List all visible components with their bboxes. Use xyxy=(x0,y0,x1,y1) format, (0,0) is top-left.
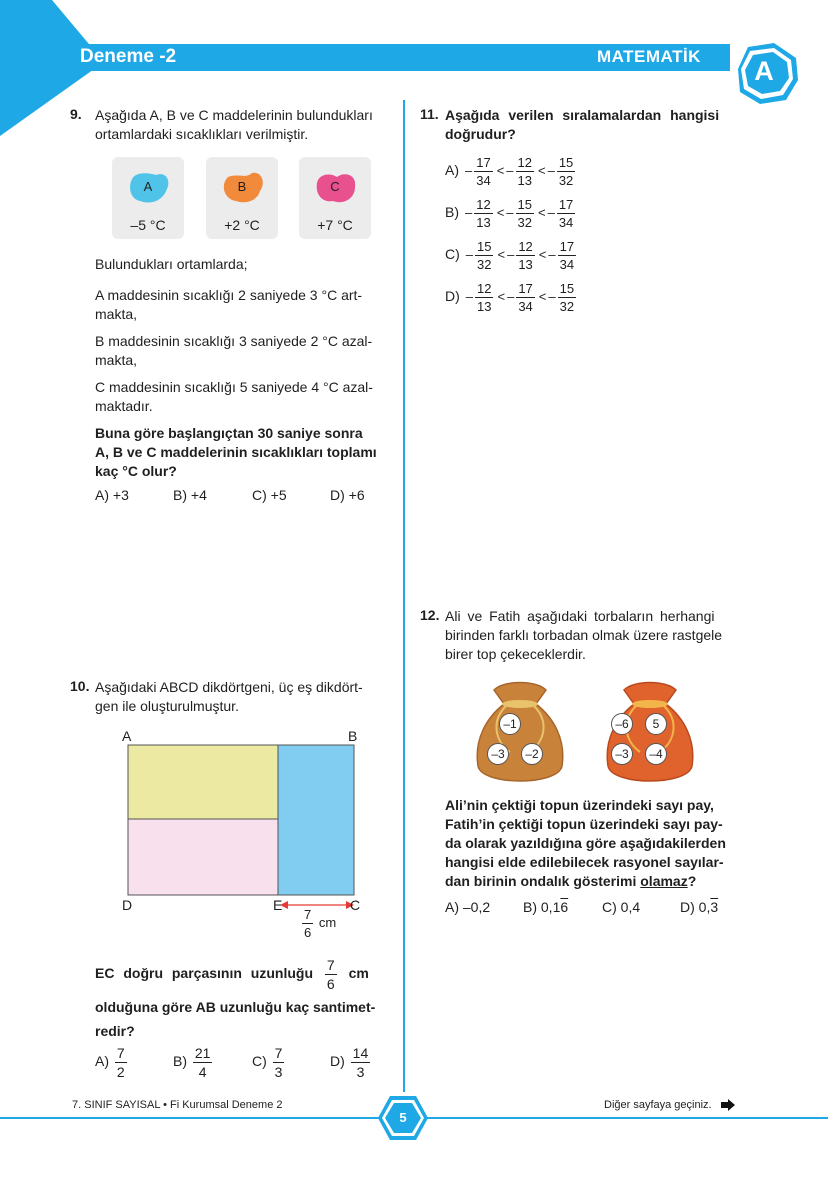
minus-sign: – xyxy=(465,162,473,178)
less-than-sign: < xyxy=(497,288,506,304)
fraction: $\frac{12}{13}$ xyxy=(517,155,532,188)
minus-sign: – xyxy=(507,246,515,262)
option-letter: C) xyxy=(252,1053,267,1070)
stem-text: EC doğru parçasının uzunluğu xyxy=(95,965,313,982)
less-than-sign: < xyxy=(538,246,547,262)
text-line: A maddesinin sıcaklığı 2 saniyede 3 °C art- xyxy=(95,287,363,303)
question-stem-line: Buna göre başlangıçtan 30 saniye sonra xyxy=(95,425,363,441)
page-number: 5 xyxy=(399,1110,407,1125)
stem-text: dan birinin ondalık gösterimi xyxy=(445,873,637,889)
fraction: $\frac{12}{13}$ xyxy=(476,197,491,230)
question-10-number: 10. xyxy=(70,678,90,694)
q12-option-c[interactable]: C) 0,4 xyxy=(602,899,641,915)
intro-line: Aşağıda A, B ve C maddelerinin bulundukları xyxy=(95,107,373,123)
minus-sign: – xyxy=(547,162,555,178)
option-letter: A) xyxy=(445,161,459,178)
stem-line: hangisi elde edilebilecek rasyonel sayılar- xyxy=(445,854,724,870)
intro-line: birer top çekeceklerdir. xyxy=(445,646,586,662)
stem-line: Ali’nin çektiği topun üzerindeki sayı pay, xyxy=(445,797,714,813)
question-10-stem xyxy=(95,995,375,1043)
fraction: $\frac{17}{34}$ xyxy=(558,197,574,230)
question-9-body xyxy=(95,255,377,481)
less-than-sign: < xyxy=(538,204,546,220)
rectangle-abcd-figure xyxy=(110,725,380,915)
minus-sign: – xyxy=(547,204,555,220)
q12-option-d[interactable] xyxy=(680,899,718,915)
column-divider xyxy=(403,100,405,1092)
option-letter: A) xyxy=(95,1053,109,1070)
fraction: $\frac{12}{13}$ xyxy=(518,239,533,272)
fraction: $\frac{7}{6}$ xyxy=(326,957,335,992)
q9-option-a[interactable]: A) +3 xyxy=(95,487,129,503)
option-text: B) 0,1 xyxy=(523,899,561,915)
fraction: $\frac{14}{3}$ xyxy=(352,1045,369,1080)
question-12-number: 12. xyxy=(420,607,440,623)
option-letter: D) xyxy=(445,287,460,304)
minus-sign: – xyxy=(465,246,474,262)
stem-line: Aşağıda verilen sıralamalardan hangisi xyxy=(445,107,720,123)
ball: –4 xyxy=(645,743,667,765)
q12-option-b[interactable] xyxy=(523,899,568,915)
card-temp: +2 °C xyxy=(224,217,260,233)
fraction: $\frac{15}{32}$ xyxy=(559,281,575,314)
unit: cm xyxy=(318,914,337,930)
q9-option-b[interactable]: B) +4 xyxy=(173,487,207,503)
repeating-digit: 3 xyxy=(710,899,719,915)
question-stem-line: kaç °C olur? xyxy=(95,463,177,479)
less-than-sign: < xyxy=(497,246,506,262)
q10-option-a[interactable] xyxy=(95,1046,129,1079)
q11-option-a[interactable] xyxy=(445,156,577,187)
minus-sign: – xyxy=(506,204,514,220)
card-temp: –5 °C xyxy=(130,217,166,233)
less-than-sign: < xyxy=(496,162,505,178)
less-than-sign: < xyxy=(538,288,547,304)
question-12-intro xyxy=(445,607,722,664)
q9-option-c[interactable]: C) +5 xyxy=(252,487,287,503)
ball: 5 xyxy=(645,713,667,735)
card-label: A xyxy=(143,179,153,194)
minus-sign: – xyxy=(548,288,556,304)
rect-yellow xyxy=(128,745,278,819)
unit: cm xyxy=(348,965,369,982)
fraction: $\frac{7}{6}$ xyxy=(304,907,312,940)
ball: –1 xyxy=(499,713,521,735)
text-line: C maddesinin sıcaklığı 5 saniyede 4 °C azal- xyxy=(95,379,373,395)
ec-length-label xyxy=(300,908,336,939)
q11-option-b[interactable] xyxy=(445,198,577,229)
card-label: C xyxy=(330,179,340,194)
subject-title: MATEMATİK xyxy=(597,47,701,66)
temperature-card-c xyxy=(299,157,371,239)
next-page-arrow-icon[interactable] xyxy=(721,1099,735,1111)
question-intro xyxy=(95,106,373,144)
q10-option-c[interactable] xyxy=(252,1046,286,1079)
vertex-b: B xyxy=(348,728,358,744)
temperature-card-b xyxy=(206,157,278,239)
vertex-c: C xyxy=(350,897,361,913)
intro-line: gen ile oluşturulmuştur. xyxy=(95,698,239,714)
fraction: $\frac{7}{2}$ xyxy=(116,1045,125,1080)
question-stem-line: A, B ve C maddelerinin sıcaklıkları toplamı xyxy=(95,444,377,460)
minus-sign: – xyxy=(465,288,474,304)
intro-line: birinden farklı torbadan olmak üzere rastgele xyxy=(445,627,723,643)
exam-title: Deneme -2 xyxy=(80,46,177,67)
stem-line: da olarak yazıldığına göre aşağıdakilerden xyxy=(445,835,726,851)
card-temp: +7 °C xyxy=(317,217,353,233)
question-11-number: 11. xyxy=(420,106,439,122)
question-number: 9. xyxy=(70,106,82,122)
intro-line: Ali ve Fatih aşağıdaki torbaların herhangi xyxy=(445,608,715,624)
q11-option-d[interactable] xyxy=(445,282,578,313)
fraction: $\frac{15}{32}$ xyxy=(517,197,532,230)
fraction: $\frac{15}{32}$ xyxy=(477,239,492,272)
stem-line xyxy=(445,872,726,891)
fraction: $\frac{17}{34}$ xyxy=(476,155,491,188)
question-11-stem xyxy=(445,106,719,144)
minus-sign: – xyxy=(507,288,515,304)
question-10-stem-line1 xyxy=(95,958,369,991)
ball: –2 xyxy=(521,743,543,765)
bag-1-icon xyxy=(470,674,570,792)
question-12-stem xyxy=(445,796,726,891)
q10-option-d[interactable] xyxy=(330,1046,372,1079)
underlined-word: olamaz xyxy=(640,873,688,889)
stem-text: ? xyxy=(687,873,697,889)
option-text: D) 0, xyxy=(680,899,711,915)
fraction: $\frac{17}{34}$ xyxy=(559,239,575,272)
less-than-sign: < xyxy=(538,162,546,178)
stem-line: Fatih’in çektiği topun üzerindeki sayı pay- xyxy=(445,816,723,832)
text-line: maktadır. xyxy=(95,398,153,414)
card-label: B xyxy=(237,179,247,194)
rect-blue xyxy=(278,745,354,895)
q11-option-c[interactable] xyxy=(445,240,578,271)
fraction: $\frac{15}{32}$ xyxy=(558,155,574,188)
ball: –6 xyxy=(611,713,633,735)
minus-sign: – xyxy=(465,204,473,220)
ball: –3 xyxy=(611,743,633,765)
text-line: B maddesinin sıcaklığı 3 saniyede 2 °C azal- xyxy=(95,333,373,349)
text-line: makta, xyxy=(95,352,138,368)
fraction: $\frac{21}{4}$ xyxy=(194,1045,211,1080)
footer-left-text: 7. SINIF SAYISAL • Fi Kurumsal Deneme 2 xyxy=(72,1099,283,1111)
option-letter: D) xyxy=(330,1053,345,1070)
vertex-e: E xyxy=(273,897,283,913)
intro-line: ortamlardaki sıcaklıkları verilmiştir. xyxy=(95,126,309,142)
q10-option-b[interactable] xyxy=(173,1046,214,1079)
q9-option-d[interactable]: D) +6 xyxy=(330,487,365,503)
fraction: $\frac{17}{34}$ xyxy=(518,281,533,314)
repeating-digit: 6 xyxy=(560,899,569,915)
minus-sign: – xyxy=(548,246,556,262)
less-than-sign: < xyxy=(496,204,505,220)
stem-line: olduğuna göre AB uzunluğu kaç santimet- xyxy=(95,999,376,1015)
booklet-letter: A xyxy=(754,56,774,86)
question-10-intro xyxy=(95,678,363,716)
rect-pink xyxy=(128,819,278,895)
footer-right-text: Diğer sayfaya geçiniz. xyxy=(604,1099,712,1111)
ball: –3 xyxy=(487,743,509,765)
q12-option-a[interactable]: A) –0,2 xyxy=(445,899,491,915)
fraction: $\frac{12}{13}$ xyxy=(477,281,492,314)
stem-line: redir? xyxy=(95,1023,135,1039)
stem-line: doğrudur? xyxy=(445,126,516,142)
option-letter: C) xyxy=(445,245,460,262)
option-letter: B) xyxy=(173,1053,187,1070)
text-line: Bulundukları ortamlarda; xyxy=(95,256,248,272)
fraction: $\frac{7}{3}$ xyxy=(274,1045,283,1080)
intro-line: Aşağıdaki ABCD dikdörtgeni, üç eş dikdört- xyxy=(95,679,363,695)
temperature-card-a xyxy=(112,157,184,239)
option-letter: B) xyxy=(445,203,459,220)
vertex-d: D xyxy=(122,897,133,913)
vertex-a: A xyxy=(122,728,132,744)
text-line: makta, xyxy=(95,306,138,322)
minus-sign: – xyxy=(506,162,514,178)
